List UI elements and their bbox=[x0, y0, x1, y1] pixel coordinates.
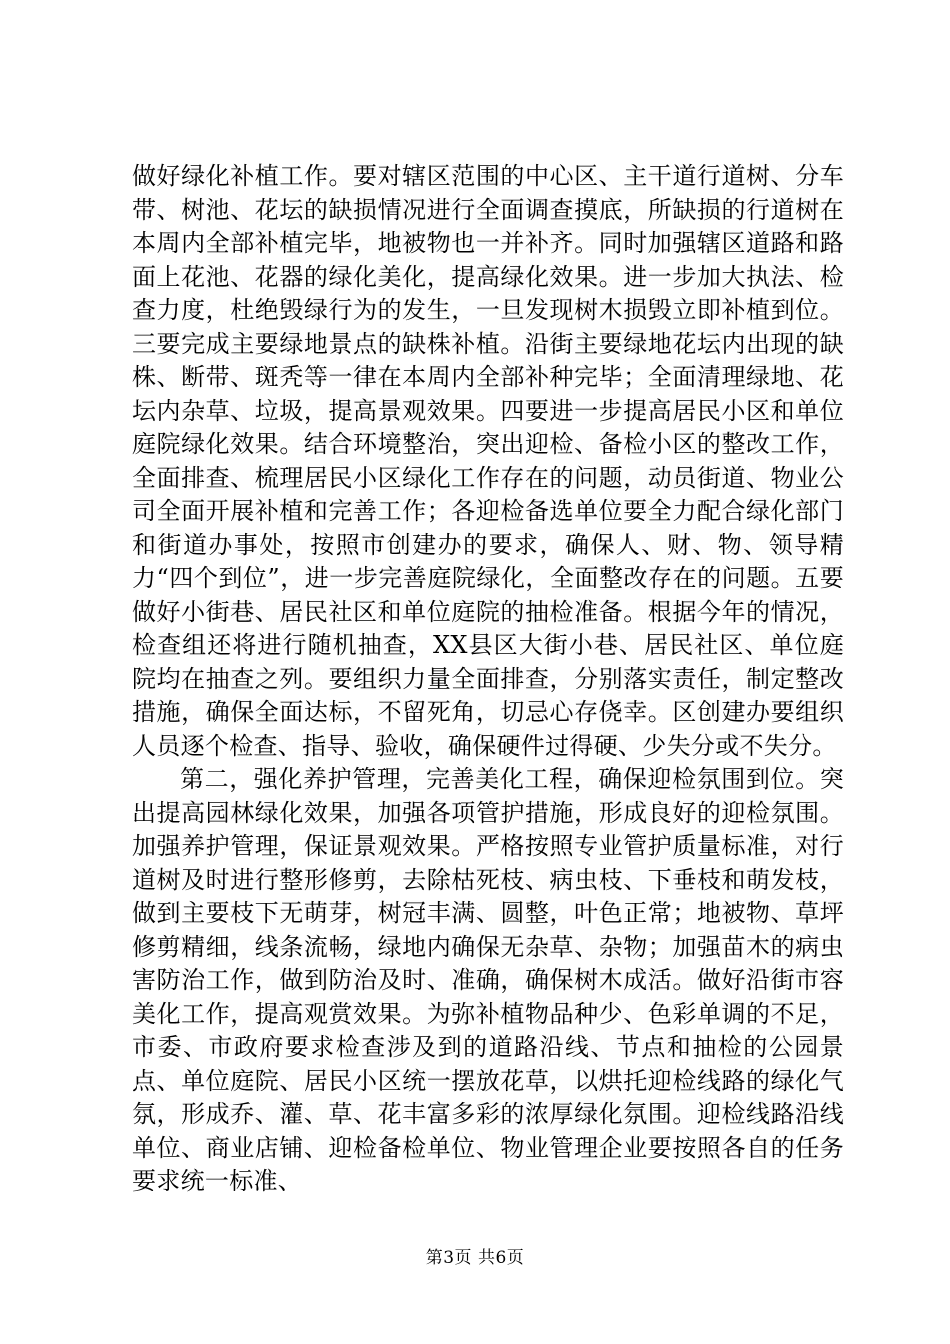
paragraph-1: 做好绿化补植工作。要对辖区范围的中心区、主干道行道树、分车带、树池、花坛的缺损情况进行全面调查摸底，所缺损的行道树在本周内全部补植完毕，地被物也一并补齐。同时加强辖区道路和路面上花池、花器的绿化美化，提高绿化效果。进一步加大执法、检查力度，杜绝毁绿行为的发生，一旦发现树木损毁立即补植到位。三要完成主要绿地景点的缺株补植。沿街主要绿地花坛内出现的缺株、断带、斑秃等一律在本周内全部补种完毕；全面清理绿地、花坛内杂草、垃圾，提高景观效果。四要进一步提高居民小区和单位庭院绿化效果。结合环境整治，突出迎检、备检小区的整改工作，全面排查、梳理居民小区绿化工作存在的问题，动员街道、物业公司全面开展补植和完善工作；各迎检备选单位要全力配合绿化部门和街道办事处，按照市创建办的要求，确保人、财、物、领导精力“四个到位”，进一步完善庭院绿化，全面整改存在的问题。五要做好小街巷、居民社区和单位庭院的抽检准备。根据今年的情况，检查组还将进行随机抽查，XX县区大街小巷、居民社区、单位庭院均在抽查之列。要组织力量全面排查，分别落实责任，制定整改措施，确保全面达标，不留死角，切忌心存侥幸。区创建办要组织人员逐个检查、指导、验收，确保硬件过得硬、少失分或不失分。 bbox=[132, 162, 844, 760]
document-body bbox=[132, 160, 844, 1199]
paragraph-2: 第二，强化养护管理，完善美化工程，确保迎检氛围到位。突出提高园林绿化效果，加强各项管护措施，形成良好的迎检氛围。加强养护管理，保证景观效果。严格按照专业管护质量标准，对行道树及时进行整形修剪，去除枯死枝、病虫枝、下垂枝和萌发枝，做到主要枝下无萌芽，树冠丰满、圆整，叶色正常；地被物、草坪修剪精细，线条流畅，绿地内确保无杂草、杂物；加强苗木的病虫害防治工作，做到防治及时、准确，确保树木成活。做好沿街市容美化工作，提高观赏效果。为弥补植物品种少、色彩单调的不足，市委、市政府要求检查涉及到的道路沿线、节点和抽检的公园景点、单位庭院、居民小区统一摆放花草，以烘托迎检线路的绿化气氛，形成乔、灌、草、花丰富多彩的浓厚绿化氛围。迎检线路沿线单位、商业店铺、迎检备检单位、物业管理企业要按照各自的任务要求统一标准、 bbox=[132, 765, 844, 1195]
page-footer: 第3页 共6页 bbox=[425, 1248, 525, 1268]
